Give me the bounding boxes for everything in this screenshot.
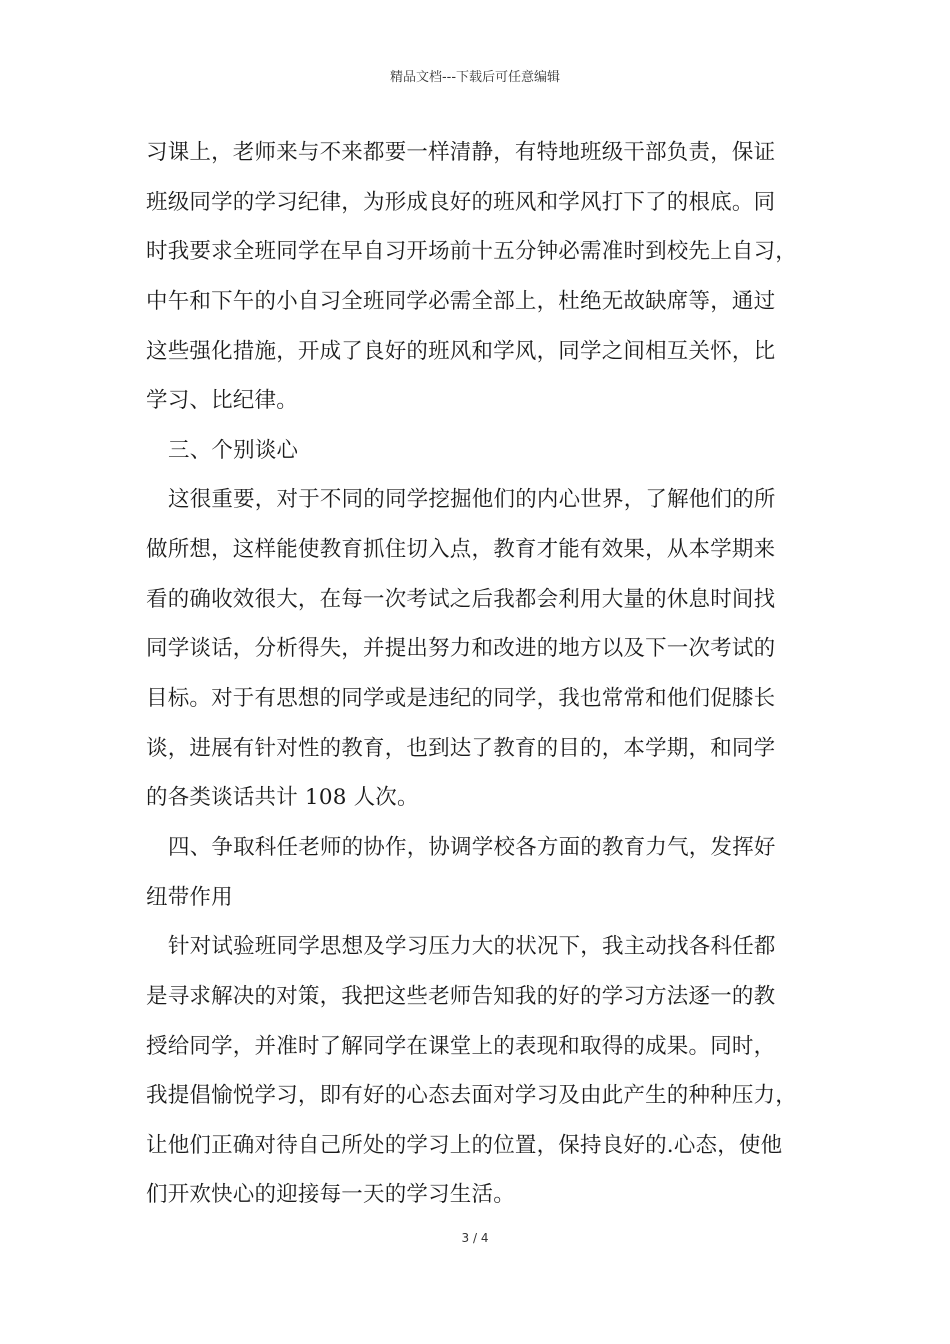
text-line: 三、个别谈心 <box>168 437 299 463</box>
text-line: 纽带作用 <box>146 884 233 910</box>
text-line: 时我要求全班同学在早自习开场前十五分钟必需准时到校先上自习， <box>146 239 798 265</box>
text-line: 是寻求解决的对策，我把这些老师告知我的好的学习方法逐一的教 <box>146 983 776 1009</box>
text-line: 做所想，这样能使教育抓住切入点，教育才能有效果，从本学期来 <box>146 537 776 563</box>
text-line: 习课上，老师来与不来都要一样清静，有特地班级干部负责，保证 <box>146 140 776 165</box>
page-number: 3 / 4 <box>461 1231 489 1245</box>
text-line: 让他们正确对待自己所处的学习上的位置，保持良好的.心态，使他 <box>146 1132 783 1158</box>
text-line: 目标。对于有思想的同学或是违纪的同学，我也常常和他们促膝长 <box>146 686 776 712</box>
text-line: 针对试验班同学思想及学习压力大的状况下，我主动找各科任都 <box>168 934 776 960</box>
text-line: 这些强化措施，开成了良好的班风和学风，同学之间相互关怀，比 <box>146 338 776 364</box>
text-line: 四、争取科任老师的协作，协调学校各方面的教育力气，发挥好 <box>168 834 776 860</box>
text-line: 这很重要，对于不同的同学挖掘他们的内心世界，了解他们的所 <box>168 487 776 513</box>
text-line: 们开欢快心的迎接每一天的学习生活。 <box>146 1182 515 1208</box>
text-line: 的各类谈话共计 108 人次。 <box>146 785 419 811</box>
text-line: 学习、比纪律。 <box>146 388 298 414</box>
text-line: 中午和下午的小自习全班同学必需全部上，杜绝无故缺席等，通过 <box>146 288 776 314</box>
text-line: 谈，进展有针对性的教育，也到达了教育的目的，本学期，和同学 <box>146 735 776 761</box>
body-text <box>146 128 814 1220</box>
page-header: 精品文档---下载后可任意编辑 <box>389 70 561 85</box>
text-line: 授给同学，并准时了解同学在课堂上的表现和取得的成果。同时， <box>146 1033 776 1059</box>
text-line: 我提倡愉悦学习，即有好的心态去面对学习及由此产生的种种压力， <box>146 1083 798 1109</box>
text-line: 班级同学的学习纪律，为形成良好的班风和学风打下了的根底。同 <box>146 189 776 215</box>
text-line: 看的确收效很大，在每一次考试之后我都会利用大量的休息时间找 <box>146 586 776 612</box>
text-line: 同学谈话，分析得失，并提出努力和改进的地方以及下一次考试的 <box>146 636 776 662</box>
